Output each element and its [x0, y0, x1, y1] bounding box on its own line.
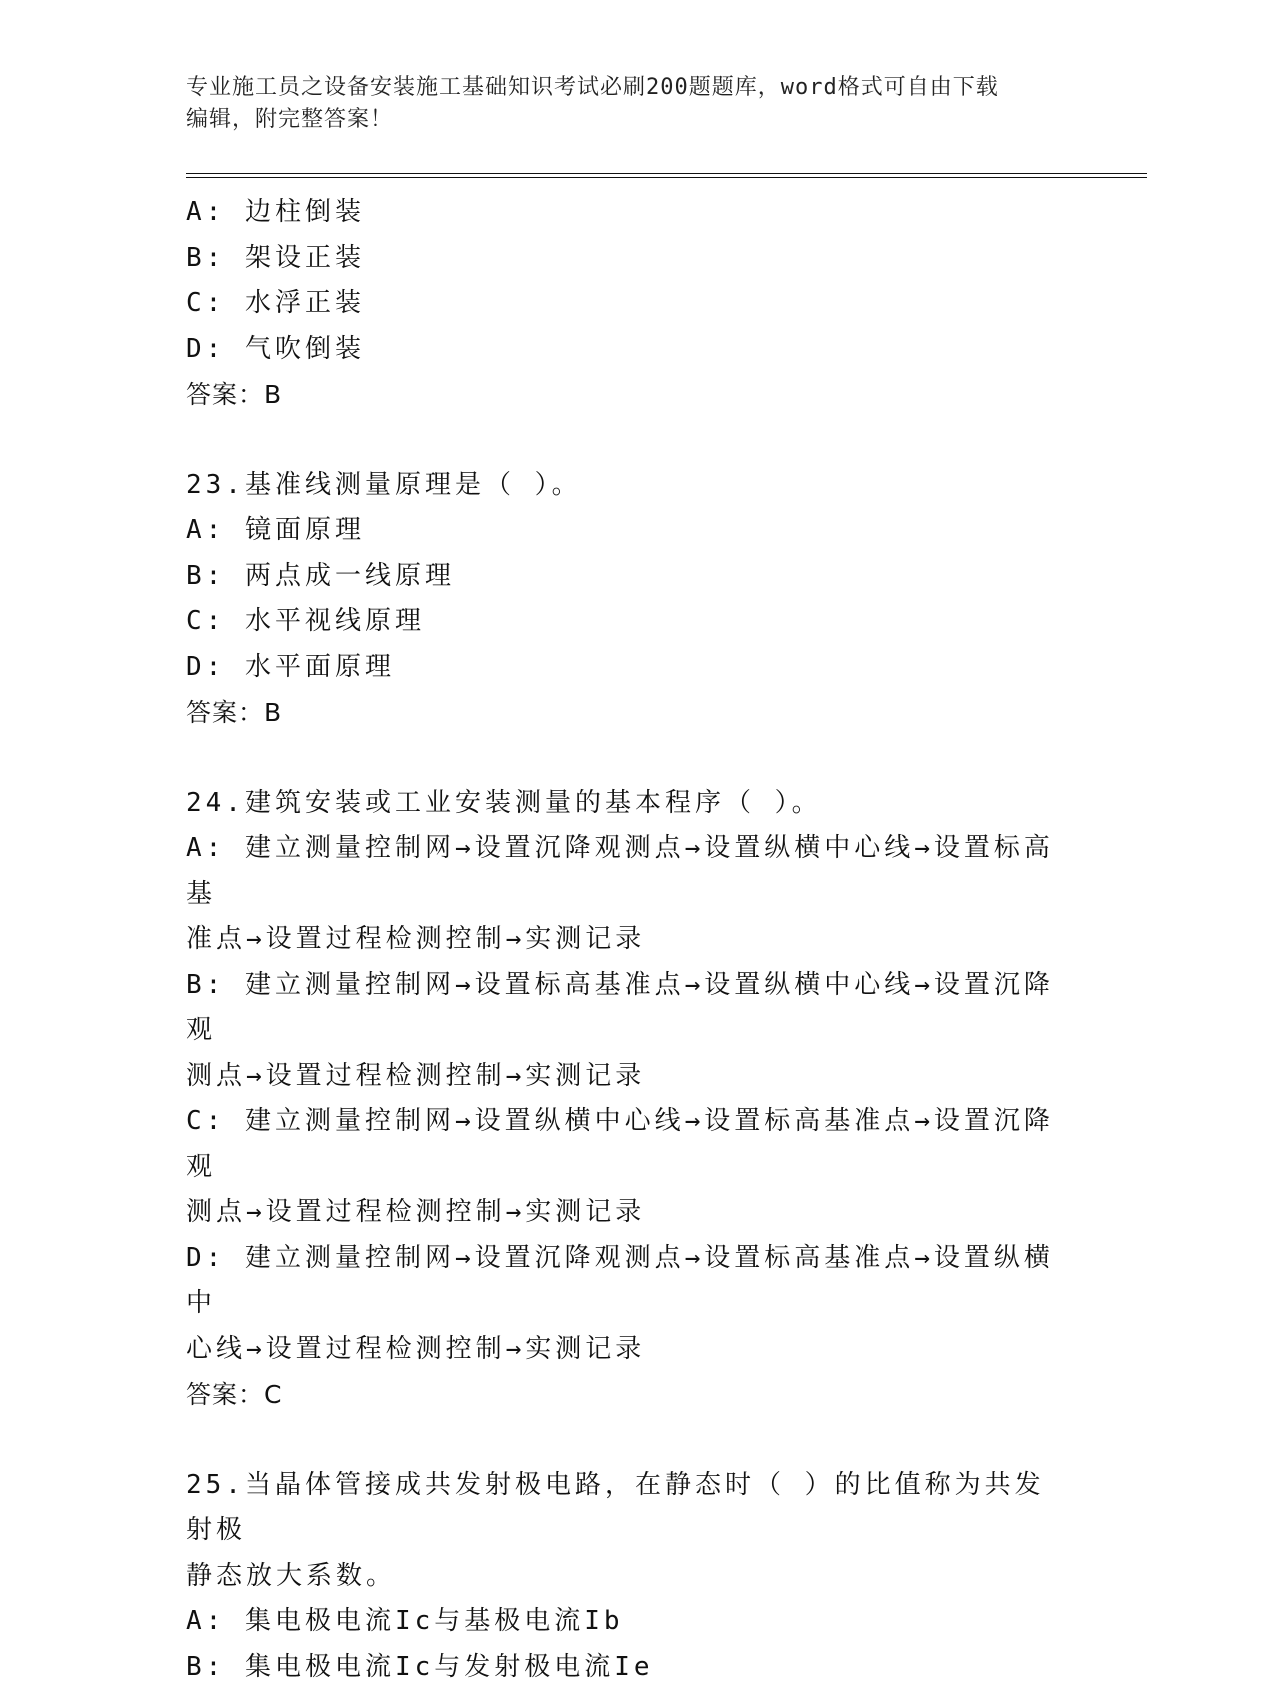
answer: 答案：B [186, 690, 1066, 736]
answer: 答案：C [186, 1372, 1066, 1418]
option-b-line-1: B: 建立测量控制网→设置标高基准点→设置纵横中心线→设置沉降观 [186, 963, 1066, 1054]
option-a-line-1: A: 建立测量控制网→设置沉降观测点→设置纵横中心线→设置标高基 [186, 826, 1066, 917]
option-d: D: 水平面原理 [186, 645, 1066, 691]
option-c-line-2: 测点→设置过程检测控制→实测记录 [186, 1190, 1066, 1236]
option-a: A: 镜面原理 [186, 508, 1066, 554]
question-list [186, 190, 1066, 1690]
option-b: B: 集电极电流Ic与发射极电流Ie [186, 1645, 1066, 1690]
option-a: A: 边柱倒装 [186, 190, 1066, 236]
question-23 [186, 463, 1066, 736]
option-d: D: 气吹倒装 [186, 327, 1066, 373]
question-25 [186, 1463, 1066, 1690]
option-c-line-1: C: 建立测量控制网→设置纵横中心线→设置标高基准点→设置沉降观 [186, 1099, 1066, 1190]
header-line-1: 专业施工员之设备安装施工基础知识考试必刷200题题库，word格式可自由下载 [186, 72, 1076, 104]
option-b: B: 两点成一线原理 [186, 554, 1066, 600]
header-divider-bottom [186, 177, 1147, 178]
option-d-line-2: 心线→设置过程检测控制→实测记录 [186, 1327, 1066, 1373]
question-24 [186, 781, 1066, 1418]
option-a-line-2: 准点→设置过程检测控制→实测记录 [186, 917, 1066, 963]
option-b: B: 架设正装 [186, 236, 1066, 282]
question-stem-line-2: 静态放大系数。 [186, 1554, 1066, 1600]
option-d-line-1: D: 建立测量控制网→设置沉降观测点→设置标高基准点→设置纵横中 [186, 1236, 1066, 1327]
question-stem: 23.基准线测量原理是（ ）。 [186, 463, 1066, 509]
option-c: C: 水平视线原理 [186, 599, 1066, 645]
question-stem-line-1: 25.当晶体管接成共发射极电路，在静态时（ ）的比值称为共发射极 [186, 1463, 1066, 1554]
option-a: A: 集电极电流Ic与基极电流Ib [186, 1599, 1066, 1645]
document-header [186, 72, 1076, 136]
header-line-2: 编辑，附完整答案！ [186, 104, 1076, 136]
header-divider-top [186, 173, 1147, 174]
question-22 [186, 190, 1066, 418]
option-c: C: 水浮正装 [186, 281, 1066, 327]
option-b-line-2: 测点→设置过程检测控制→实测记录 [186, 1054, 1066, 1100]
answer: 答案：B [186, 372, 1066, 418]
question-stem: 24.建筑安装或工业安装测量的基本程序（ ）。 [186, 781, 1066, 827]
